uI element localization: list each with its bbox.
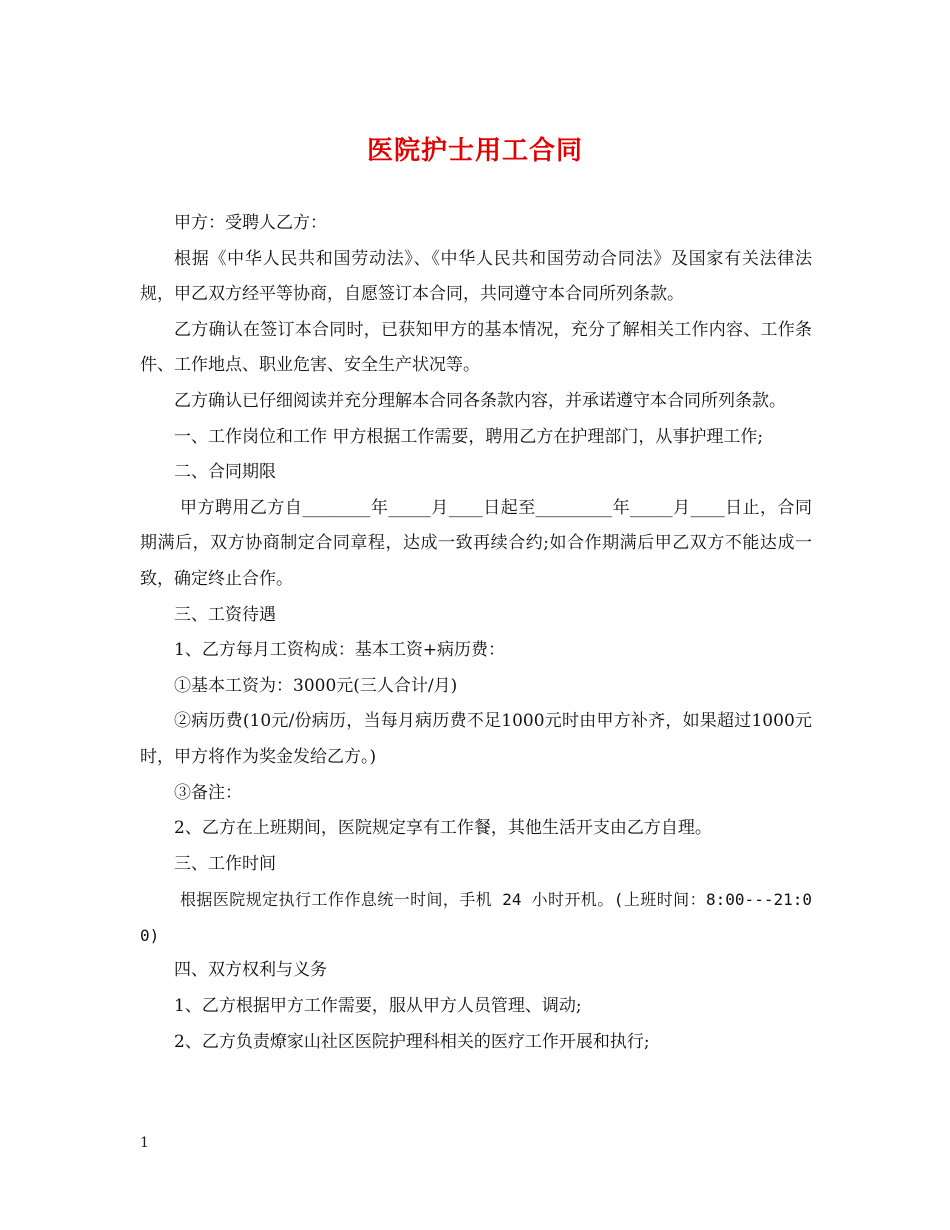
section-heading-term: 二、合同期限 (174, 462, 276, 483)
document-title: 医院护士用工合同 (366, 136, 583, 166)
paragraph-confirm-conditions: 乙方确认在签订本合同时，已获知甲方的基本情况，充分了解相关工作内容、工作条件、工作地点、职业危害、安全生产状况等。 (140, 319, 812, 376)
section-heading-hours: 三、工作时间 (174, 853, 276, 874)
paragraph-term: 甲方聘用乙方自________年_____月____日起至_________年_____月____日止，合同期满后，双方协商制定合同章程，达成一致再续合约;如合作期满后甲乙双方不能达成一致，确定终止合作。 (140, 497, 812, 589)
list-item-meals: 2、乙方在上班期间，医院规定享有工作餐，其他生活开支由乙方自理。 (174, 818, 712, 839)
list-item-base-salary: ①基本工资为：3000元(三人合计/月) (174, 675, 458, 696)
list-item-obey: 1、乙方根据甲方工作需要，服从甲方人员管理、调动; (174, 996, 582, 1017)
paragraph-hours: 根据医院规定执行工作作息统一时间，手机 24 小时开机。(上班时间：8:00---21:00) (140, 890, 812, 945)
document-body (140, 206, 812, 1060)
paragraph-confirm-read: 乙方确认已仔细阅读并充分理解本合同各条款内容，并承诺遵守本合同所列条款。 (174, 390, 786, 411)
paragraph-legal-basis: 根据《中华人民共和国劳动法》、《中华人民共和国劳动合同法》及国家有关法律法规，甲乙双方经平等协商，自愿签订本合同，共同遵守本合同所列条款。 (140, 248, 812, 305)
list-item-salary-composition: 1、乙方每月工资构成：基本工资+病历费： (174, 640, 506, 661)
list-item-record-fee: ②病历费(10元/份病历，当每月病历费不足1000元时由甲方补齐，如果超过1000元时，甲方将作为奖金发给乙方。) (140, 711, 812, 767)
section-heading-salary: 三、工资待遇 (174, 604, 276, 625)
page-number: 1 (140, 1135, 149, 1151)
section-heading-rights: 四、双方权利与义务 (174, 960, 327, 981)
section-position: 一、工作岗位和工作 甲方根据工作需要，聘用乙方在护理部门，从事护理工作; (174, 426, 764, 447)
list-item-remarks: ③备注： (174, 782, 242, 803)
parties-line: 甲方：受聘人乙方： (174, 213, 327, 233)
list-item-responsibility: 2、乙方负责燎家山社区医院护理科相关的医疗工作开展和执行; (174, 1031, 650, 1052)
